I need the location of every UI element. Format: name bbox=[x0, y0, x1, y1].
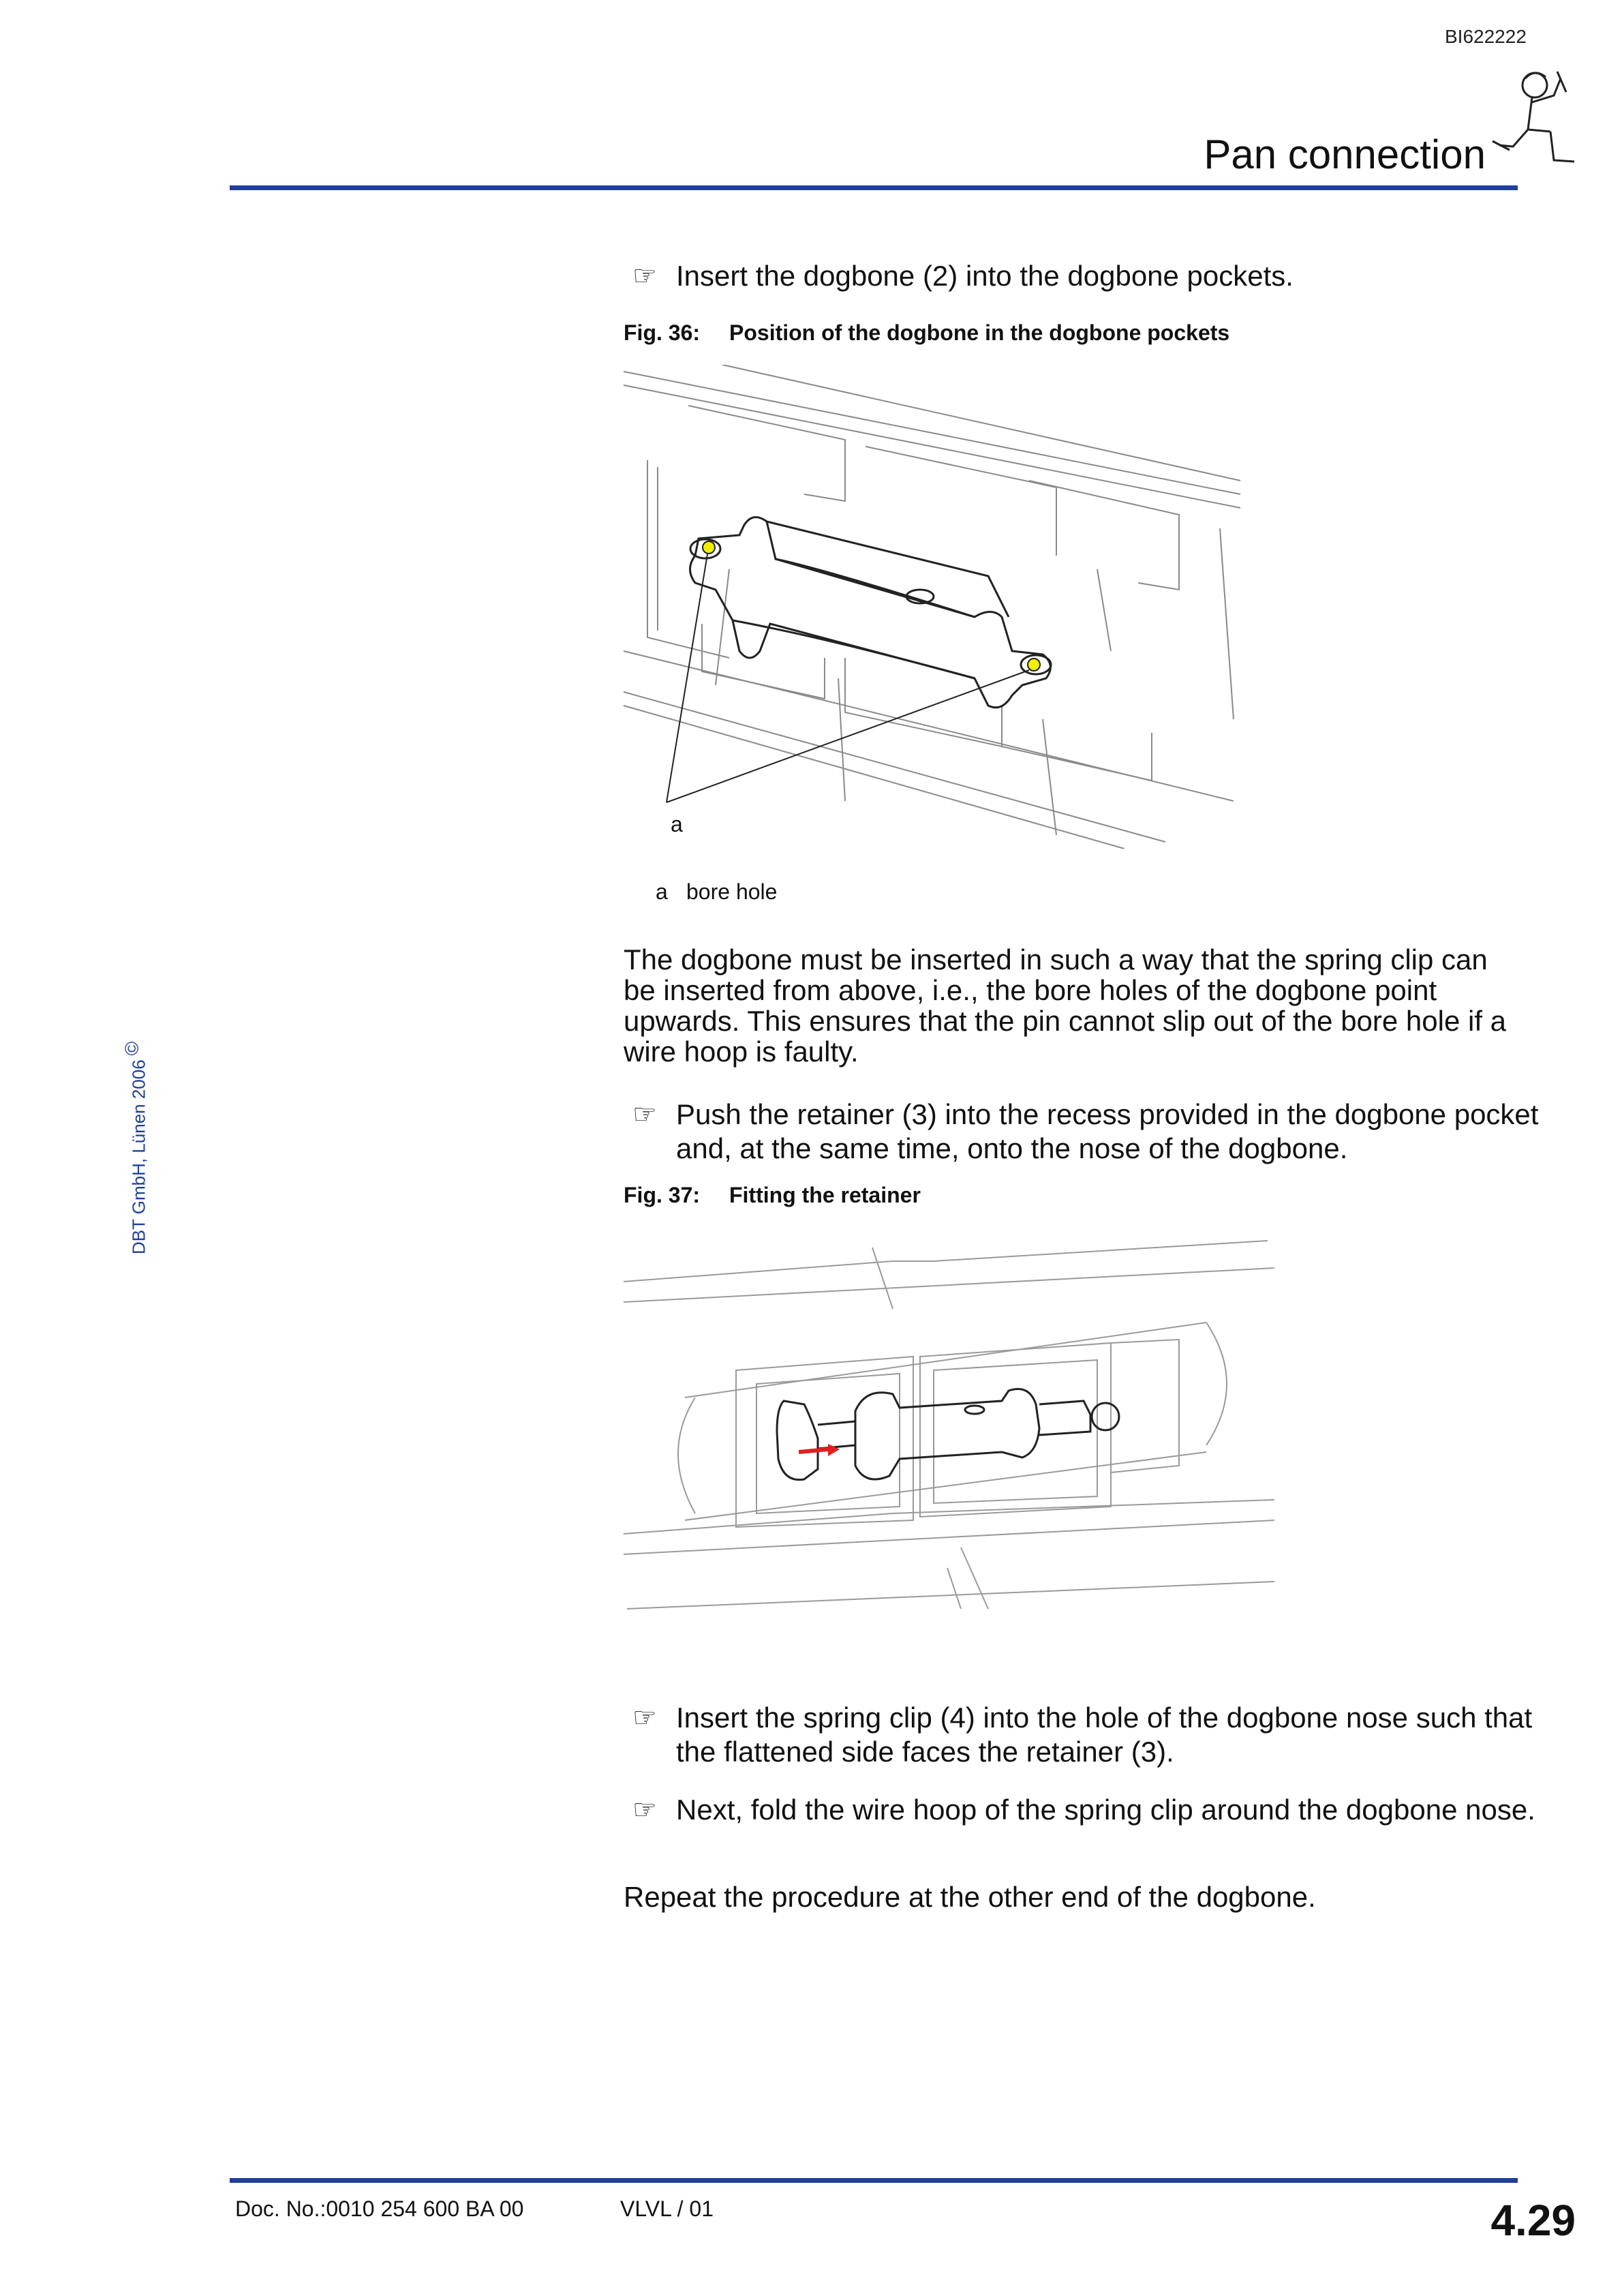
instruction-step-1: ☞ Insert the dogbone (2) into the dogbone pockets. bbox=[632, 260, 1294, 292]
body-paragraph-2: Repeat the procedure at the other end of the dogbone. bbox=[624, 1881, 1316, 1913]
instruction-step-2: ☞ Push the retainer (3) into the recess provided in the dogbone pocket and, at the same time, onto the nose of the dogbone. bbox=[632, 1098, 1539, 1164]
instruction-step-4: ☞ Next, fold the wire hoop of the spring clip around the dogbone nose. bbox=[632, 1794, 1535, 1826]
figure-36-dogbone-pockets bbox=[620, 365, 1247, 849]
body-paragraph-1: The dogbone must be inserted in such a way that the spring clip can be inserted from above, i.e., the bore holes of the dogbone point upwards. This ensures that the pin cannot slip out of the bore hole if a wire hoop is faulty. bbox=[624, 943, 1507, 1068]
red-arrow-head bbox=[828, 1444, 840, 1456]
document-code: BI622222 bbox=[1445, 26, 1527, 47]
page-number: 4.29 bbox=[1490, 2196, 1576, 2245]
version-info: VLVL / 01 bbox=[620, 2196, 714, 2221]
figure-36-caption: Fig. 36: Position of the dogbone in the dogbone pockets bbox=[624, 320, 1230, 345]
page-title: Pan connection bbox=[1204, 132, 1486, 177]
pointing-hand-icon: ☞ bbox=[632, 1702, 657, 1734]
pointing-hand-icon: ☞ bbox=[632, 1794, 657, 1826]
figure-37-fitting-retainer bbox=[620, 1227, 1281, 1622]
red-arrow bbox=[799, 1449, 828, 1452]
pointing-hand-icon: ☞ bbox=[632, 260, 657, 292]
figure-37-caption: Fig. 37: Fitting the retainer bbox=[624, 1183, 921, 1207]
kneeling-worker-icon bbox=[1486, 65, 1588, 177]
instruction-step-3: ☞ Insert the spring clip (4) into the hole of the dogbone nose such that the flattened side faces the retainer (3). bbox=[632, 1702, 1533, 1768]
header-rule bbox=[230, 185, 1518, 190]
bore-hole-left bbox=[703, 541, 715, 554]
figure-legend: a bore hole bbox=[656, 879, 778, 904]
document-number: Doc. No.:0010 254 600 BA 00 bbox=[235, 2196, 524, 2221]
pointing-hand-icon: ☞ bbox=[632, 1099, 657, 1130]
figure-label-a: a bbox=[671, 812, 683, 836]
copyright-note: DBT GmbH, Lünen 2006© bbox=[121, 1041, 149, 1254]
bore-hole-right bbox=[1028, 659, 1040, 671]
footer-rule bbox=[230, 2178, 1518, 2183]
